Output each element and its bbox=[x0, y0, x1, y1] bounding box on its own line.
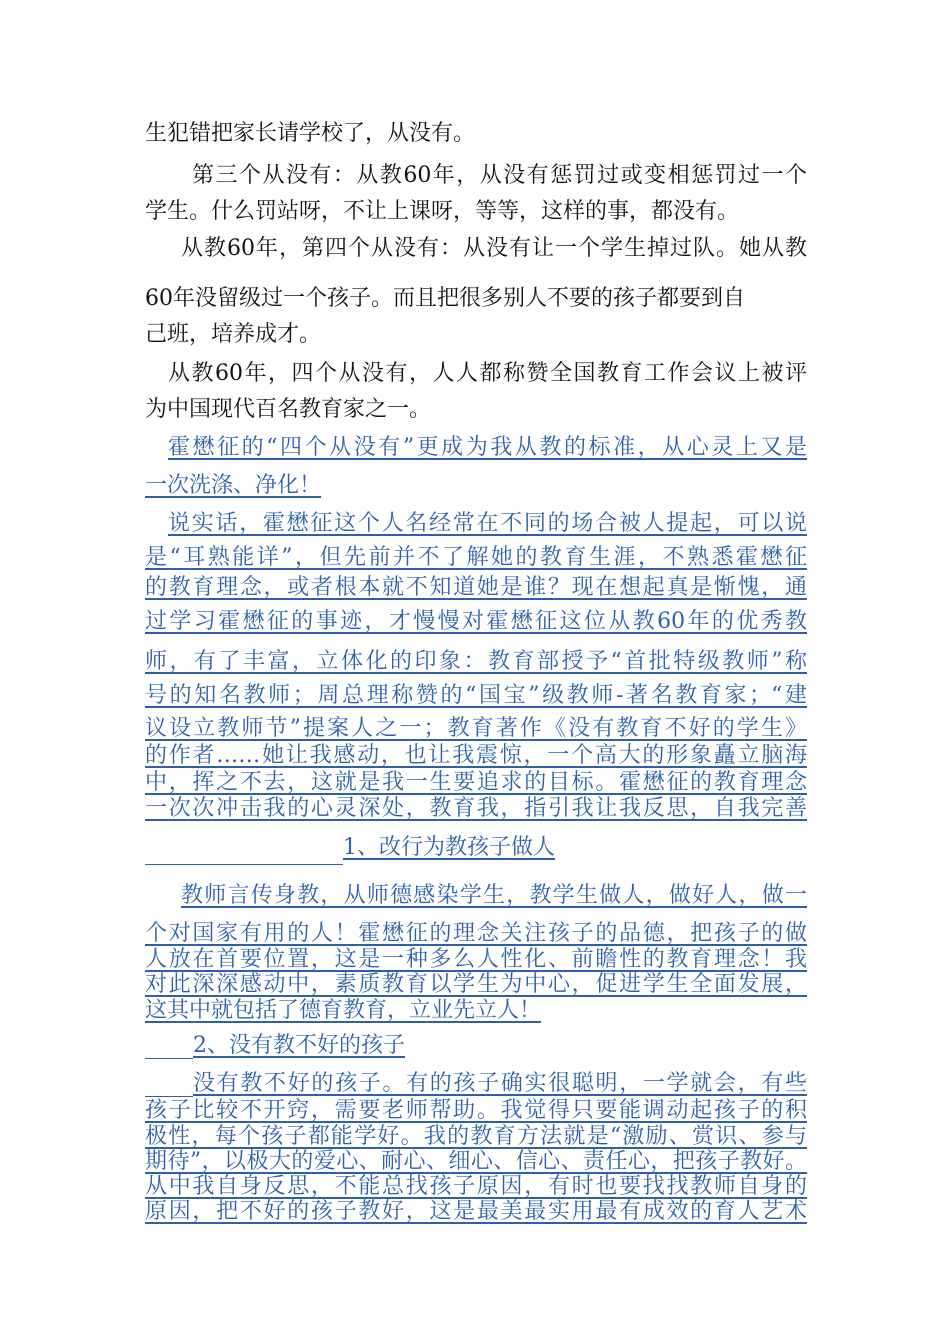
link-line[interactable]: 一次次冲击我的心灵深处，教育我，指引我让我反思，自我完善 bbox=[145, 796, 807, 821]
link-line[interactable]: 从中我自身反思，不能总找孩子原因，有时也要找找教师自身的 bbox=[145, 1174, 807, 1199]
link-line[interactable]: 的作者……她让我感动，也让我震惊，一个高大的形象矗立脑海 bbox=[145, 743, 807, 768]
link-line[interactable]: 霍懋征的“四个从没有”更成为我从教的标准，从心灵上又是 bbox=[168, 435, 807, 460]
underline-rule bbox=[145, 864, 343, 865]
link-line[interactable]: 没有教不好的孩子。有的孩子确实很聪明，一学就会，有些 bbox=[193, 1071, 807, 1096]
paragraph-line: 生犯错把家长请学校了，从没有。 bbox=[145, 121, 476, 146]
paragraph-line: 学生。什么罚站呀，不让上课呀，等等，这样的事，都没有。 bbox=[145, 199, 740, 224]
link-line[interactable]: 过学习霍懋征的事迹，才慢慢对霍懋征这位从教60年的优秀教 bbox=[145, 609, 807, 634]
link-line[interactable]: 师，有了丰富，立体化的印象：教育部授予“首批特级教师”称 bbox=[145, 649, 807, 674]
paragraph-line: 从教60年，第四个从没有：从没有让一个学生掉过队。她从教 bbox=[181, 236, 807, 261]
link-line[interactable]: 对此深深感动中，素质教育以学生为中心，促进学生全面发展， bbox=[145, 972, 807, 997]
section-heading[interactable]: 1、改行为教孩子做人 bbox=[343, 835, 555, 860]
paragraph-line: 为中国现代百名教育家之一。 bbox=[145, 397, 432, 422]
link-line[interactable]: 的教育理念，或者根本就不知道她是谁？现在想起真是惭愧，通 bbox=[145, 575, 807, 600]
link-line[interactable]: 议设立教师节”提案人之一；教育著作《没有教育不好的学生》 bbox=[145, 716, 807, 741]
link-line[interactable]: 孩子比较不开窍，需要老师帮助。我觉得只要能调动起孩子的积 bbox=[145, 1098, 807, 1123]
link-line[interactable]: 号的知名教师；周总理称赞的“国宝”级教师-著名教育家；“建 bbox=[145, 683, 807, 708]
link-line[interactable]: 个对国家有用的人！霍懋征的理念关注孩子的品德，把孩子的做 bbox=[145, 921, 807, 946]
link-line[interactable]: 中，挥之不去，这就是我一生要追求的目标。霍懋征的教育理念 bbox=[145, 770, 807, 795]
link-line[interactable]: 一次洗涤、净化！ bbox=[145, 473, 322, 498]
link-line[interactable]: 说实话，霍懋征这个人名经常在不同的场合被人提起，可以说 bbox=[168, 511, 807, 536]
paragraph-line: 第三个从没有：从教60年，从没有惩罚过或变相惩罚过一个 bbox=[192, 163, 807, 188]
link-line[interactable]: 是“耳熟能详”，但先前并不了解她的教育生涯，不熟悉霍懋征 bbox=[145, 545, 807, 570]
link-line[interactable]: 极性，每个孩子都能学好。我的教育方法就是“激励、赏识、参与 bbox=[145, 1124, 807, 1149]
paragraph-line: 60年没留级过一个孩子。而且把很多别人不要的孩子都要到自 bbox=[145, 286, 745, 311]
link-line[interactable]: 期待”，以极大的爱心、耐心、细心、信心、责任心，把孩子教好。 bbox=[145, 1149, 807, 1174]
section-heading[interactable]: 2、没有教不好的孩子 bbox=[193, 1033, 405, 1058]
paragraph-line: 己班，培养成才。 bbox=[145, 322, 322, 347]
link-line[interactable]: 原因，把不好的孩子教好，这是最美最实用最有成效的育人艺术 bbox=[145, 1199, 807, 1224]
paragraph-line: 从教60年，四个从没有，人人都称赞全国教育工作会议上被评 bbox=[168, 361, 807, 386]
link-line[interactable]: 这其中就包括了德育教育，立业先立人！ bbox=[145, 998, 542, 1023]
link-line[interactable]: 教师言传身教，从师德感染学生，教学生做人，做好人，做一 bbox=[181, 883, 807, 908]
link-line[interactable]: 人放在首要位置，这是一种多么人性化、前瞻性的教育理念！我 bbox=[145, 947, 807, 972]
underline-rule bbox=[145, 1058, 193, 1059]
